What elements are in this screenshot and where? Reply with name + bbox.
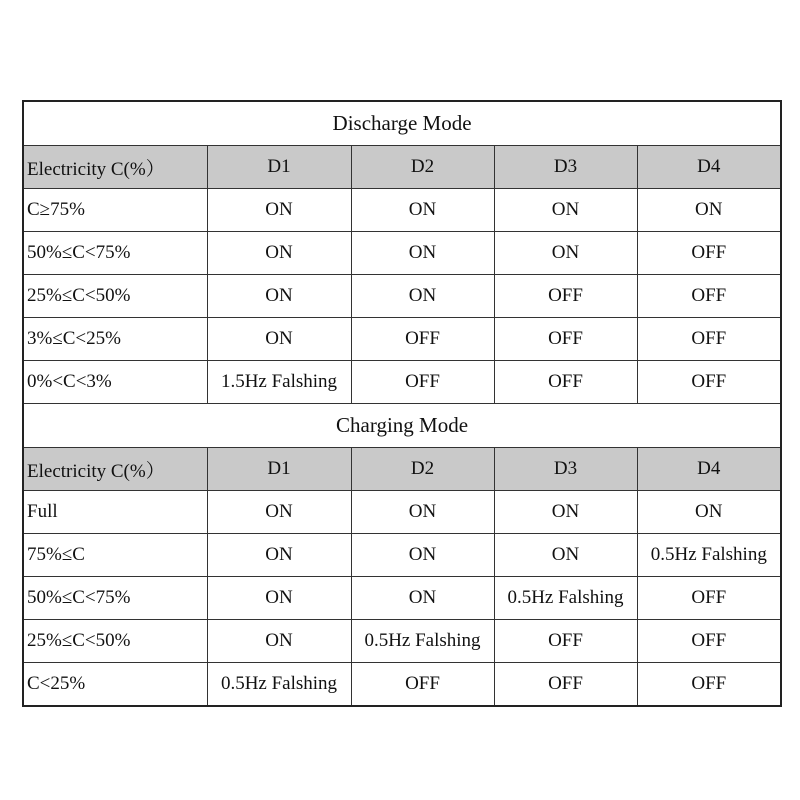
column-header: D3 (494, 146, 637, 189)
table-cell: ON (351, 275, 494, 318)
table-cell: 0.5Hz Falshing (207, 663, 351, 707)
led-indicator-table (22, 100, 782, 707)
table-row (23, 491, 781, 534)
column-header: D2 (351, 146, 494, 189)
table-cell: OFF (494, 361, 637, 404)
table-cell: ON (207, 620, 351, 663)
column-header: Electricity C(%） (23, 146, 207, 189)
table-cell: 0.5Hz Falshing (494, 577, 637, 620)
discharge-section (23, 101, 781, 404)
table-cell: ON (494, 189, 637, 232)
column-header: D4 (637, 146, 781, 189)
header-row (23, 146, 781, 189)
table-cell: ON (351, 534, 494, 577)
row-label: 25%≤C<50% (23, 275, 207, 318)
table-cell: OFF (637, 577, 781, 620)
column-header: D1 (207, 448, 351, 491)
table-cell: ON (637, 189, 781, 232)
row-label: C<25% (23, 663, 207, 707)
table-cell: ON (637, 491, 781, 534)
table-cell: OFF (637, 275, 781, 318)
table-cell: OFF (637, 232, 781, 275)
table-row (23, 318, 781, 361)
charging-section (23, 404, 781, 707)
table-cell: ON (207, 534, 351, 577)
table-cell: OFF (637, 318, 781, 361)
table-cell: 0.5Hz Falshing (637, 534, 781, 577)
table-row (23, 232, 781, 275)
table-cell: ON (207, 318, 351, 361)
header-row (23, 448, 781, 491)
table-cell: OFF (637, 663, 781, 707)
table-cell: ON (494, 491, 637, 534)
table-cell: OFF (351, 318, 494, 361)
table-cell: ON (351, 491, 494, 534)
charging-mode-title: Charging Mode (23, 404, 781, 448)
row-label: Full (23, 491, 207, 534)
table-cell: ON (494, 534, 637, 577)
table-cell: OFF (494, 663, 637, 707)
column-header: D3 (494, 448, 637, 491)
table-cell: ON (494, 232, 637, 275)
column-header: Electricity C(%） (23, 448, 207, 491)
table-cell: ON (207, 491, 351, 534)
table-cell: 0.5Hz Falshing (351, 620, 494, 663)
table-cell: ON (351, 189, 494, 232)
column-header: D4 (637, 448, 781, 491)
row-label: 0%<C<3% (23, 361, 207, 404)
row-label: C≥75% (23, 189, 207, 232)
table-cell: 1.5Hz Falshing (207, 361, 351, 404)
table-row (23, 577, 781, 620)
discharge-mode-title: Discharge Mode (23, 101, 781, 146)
row-label: 50%≤C<75% (23, 577, 207, 620)
row-label: 3%≤C<25% (23, 318, 207, 361)
table-cell: OFF (637, 620, 781, 663)
table-cell: ON (207, 577, 351, 620)
table-cell: OFF (494, 620, 637, 663)
table-row (23, 534, 781, 577)
table-row (23, 189, 781, 232)
table-cell: ON (207, 232, 351, 275)
row-label: 25%≤C<50% (23, 620, 207, 663)
section-title-row (23, 101, 781, 146)
section-title-row (23, 404, 781, 448)
column-header: D1 (207, 146, 351, 189)
table-cell: ON (351, 577, 494, 620)
column-header: D2 (351, 448, 494, 491)
table-row (23, 361, 781, 404)
table-cell: OFF (494, 275, 637, 318)
table-cell: OFF (351, 361, 494, 404)
table-cell: OFF (351, 663, 494, 707)
row-label: 50%≤C<75% (23, 232, 207, 275)
row-label: 75%≤C (23, 534, 207, 577)
table-cell: ON (351, 232, 494, 275)
table-cell: OFF (637, 361, 781, 404)
table-cell: ON (207, 275, 351, 318)
table-cell: OFF (494, 318, 637, 361)
table-cell: ON (207, 189, 351, 232)
table-row (23, 663, 781, 707)
table-row (23, 620, 781, 663)
table-row (23, 275, 781, 318)
